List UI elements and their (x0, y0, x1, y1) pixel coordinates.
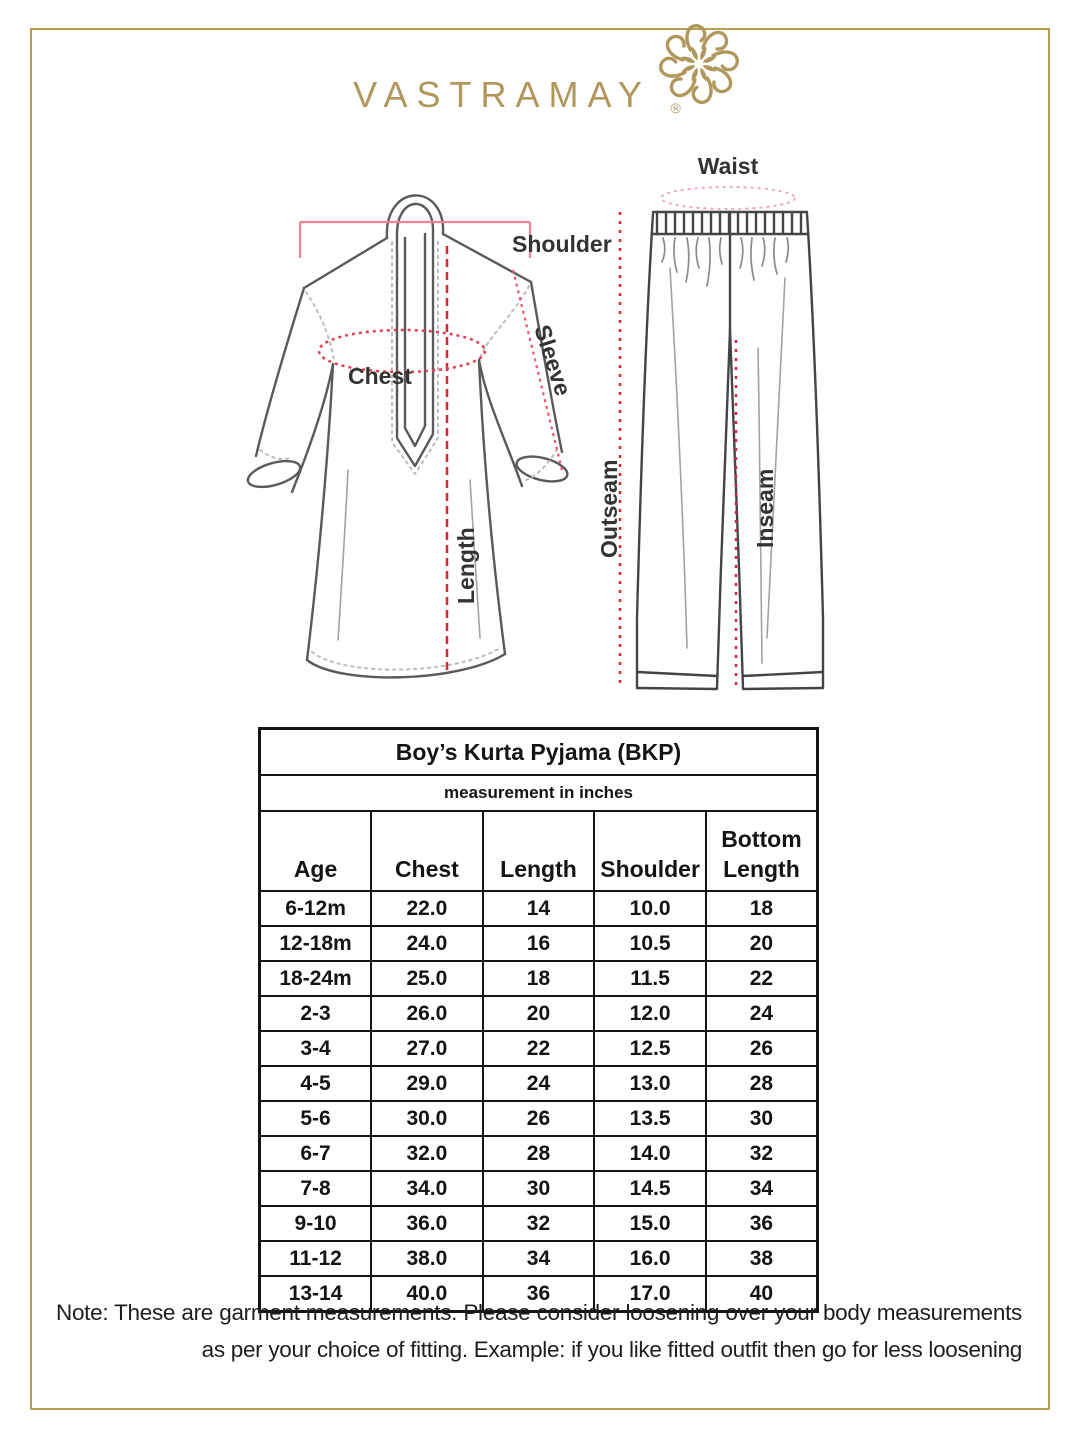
table-row (260, 1066, 818, 1101)
column-header: Bottom Length (706, 811, 818, 891)
table-cell: 17.0 (594, 1276, 706, 1312)
kurta-outline (245, 195, 570, 677)
table-cell: 36.0 (371, 1206, 483, 1241)
kurta-measurement-diagram (230, 170, 612, 722)
column-header: Chest (371, 811, 483, 891)
table-subtitle-row (260, 775, 818, 811)
brand-logo (0, 74, 1080, 116)
brand-name: VASTRAMAY (353, 74, 651, 115)
table-cell: 32.0 (371, 1136, 483, 1171)
table-cell: 11.5 (594, 961, 706, 996)
shoulder-label: Shoulder (512, 231, 612, 257)
table-cell: 18-24m (260, 961, 372, 996)
waist-label: Waist (697, 153, 759, 179)
table-cell: 34 (706, 1171, 818, 1206)
table-subtitle: measurement in inches (260, 775, 818, 811)
table-cell: 5-6 (260, 1101, 372, 1136)
table-cell: 24 (706, 996, 818, 1031)
pyjama-outline (637, 212, 823, 689)
table-row (260, 1136, 818, 1171)
table-cell: 24.0 (371, 926, 483, 961)
table-cell: 27.0 (371, 1031, 483, 1066)
table-cell: 13-14 (260, 1276, 372, 1312)
table-cell: 12.5 (594, 1031, 706, 1066)
table-cell: 22.0 (371, 891, 483, 926)
table-cell: 28 (483, 1136, 595, 1171)
table-cell: 6-7 (260, 1136, 372, 1171)
table-cell: 40.0 (371, 1276, 483, 1312)
table-cell: 10.0 (594, 891, 706, 926)
table-row (260, 1031, 818, 1066)
table-cell: 10.5 (594, 926, 706, 961)
table-cell: 34.0 (371, 1171, 483, 1206)
table-cell: 32 (706, 1136, 818, 1171)
note-line-2: as per your choice of fitting. Example: if you like fitted outfit then go for less loosening (201, 1336, 1022, 1362)
table-title: Boy’s Kurta Pyjama (BKP) (260, 729, 818, 776)
sleeve-label: Sleeve (529, 321, 577, 399)
table-cell: 38.0 (371, 1241, 483, 1276)
table-row (260, 1101, 818, 1136)
table-cell: 22 (706, 961, 818, 996)
table-cell: 3-4 (260, 1031, 372, 1066)
table-cell: 26.0 (371, 996, 483, 1031)
table-row (260, 961, 818, 996)
table-row (260, 996, 818, 1031)
table-cell: 22 (483, 1031, 595, 1066)
column-header: Age (260, 811, 372, 891)
note (56, 1296, 1022, 1367)
length-label: Length (453, 527, 479, 604)
table-cell: 18 (483, 961, 595, 996)
table-cell: 34 (483, 1241, 595, 1276)
table-cell: 18 (706, 891, 818, 926)
table-row (260, 1206, 818, 1241)
table-cell: 14.0 (594, 1136, 706, 1171)
table-cell: 26 (706, 1031, 818, 1066)
inseam-label: Inseam (752, 468, 778, 548)
table-cell: 14.5 (594, 1171, 706, 1206)
floral-ornament-icon (659, 24, 739, 104)
chest-label: Chest (348, 363, 412, 389)
table-cell: 40 (706, 1276, 818, 1312)
pyjama-measurement-diagram (587, 148, 861, 716)
table-cell: 30 (706, 1101, 818, 1136)
table-cell: 20 (483, 996, 595, 1031)
kurta-shoulder-line (300, 222, 530, 258)
table-row (260, 926, 818, 961)
table-cell: 9-10 (260, 1206, 372, 1241)
size-table-grid (258, 727, 819, 1313)
table-cell: 12-18m (260, 926, 372, 961)
table-cell: 28 (706, 1066, 818, 1101)
table-row (260, 1241, 818, 1276)
table-cell: 16 (483, 926, 595, 961)
table-title-row (260, 729, 818, 776)
table-cell: 15.0 (594, 1206, 706, 1241)
column-header: Length (483, 811, 595, 891)
table-cell: 13.5 (594, 1101, 706, 1136)
table-cell: 6-12m (260, 891, 372, 926)
table-cell: 13.0 (594, 1066, 706, 1101)
table-cell: 30.0 (371, 1101, 483, 1136)
table-cell: 24 (483, 1066, 595, 1101)
table-cell: 30 (483, 1171, 595, 1206)
registered-trademark: ® (670, 100, 681, 116)
table-cell: 25.0 (371, 961, 483, 996)
outseam-label: Outseam (596, 459, 622, 558)
table-cell: 4-5 (260, 1066, 372, 1101)
table-cell: 38 (706, 1241, 818, 1276)
table-cell: 2-3 (260, 996, 372, 1031)
brand-logo-wrap (353, 74, 681, 116)
table-cell: 29.0 (371, 1066, 483, 1101)
kurta-stitching (260, 238, 558, 670)
size-table (258, 727, 819, 1313)
table-header-row (260, 811, 818, 891)
table-cell: 16.0 (594, 1241, 706, 1276)
table-cell: 32 (483, 1206, 595, 1241)
note-line-1: Note: These are garment measurements. Please consider loosening over your body measurements (56, 1300, 1022, 1325)
column-header: Shoulder (594, 811, 706, 891)
table-cell: 7-8 (260, 1171, 372, 1206)
table-cell: 36 (706, 1206, 818, 1241)
pyjama-waist-ellipse (661, 187, 795, 209)
table-cell: 14 (483, 891, 595, 926)
table-cell: 12.0 (594, 996, 706, 1031)
table-cell: 20 (706, 926, 818, 961)
table-cell: 26 (483, 1101, 595, 1136)
table-cell: 36 (483, 1276, 595, 1312)
table-row (260, 1171, 818, 1206)
table-row (260, 891, 818, 926)
table-cell: 11-12 (260, 1241, 372, 1276)
